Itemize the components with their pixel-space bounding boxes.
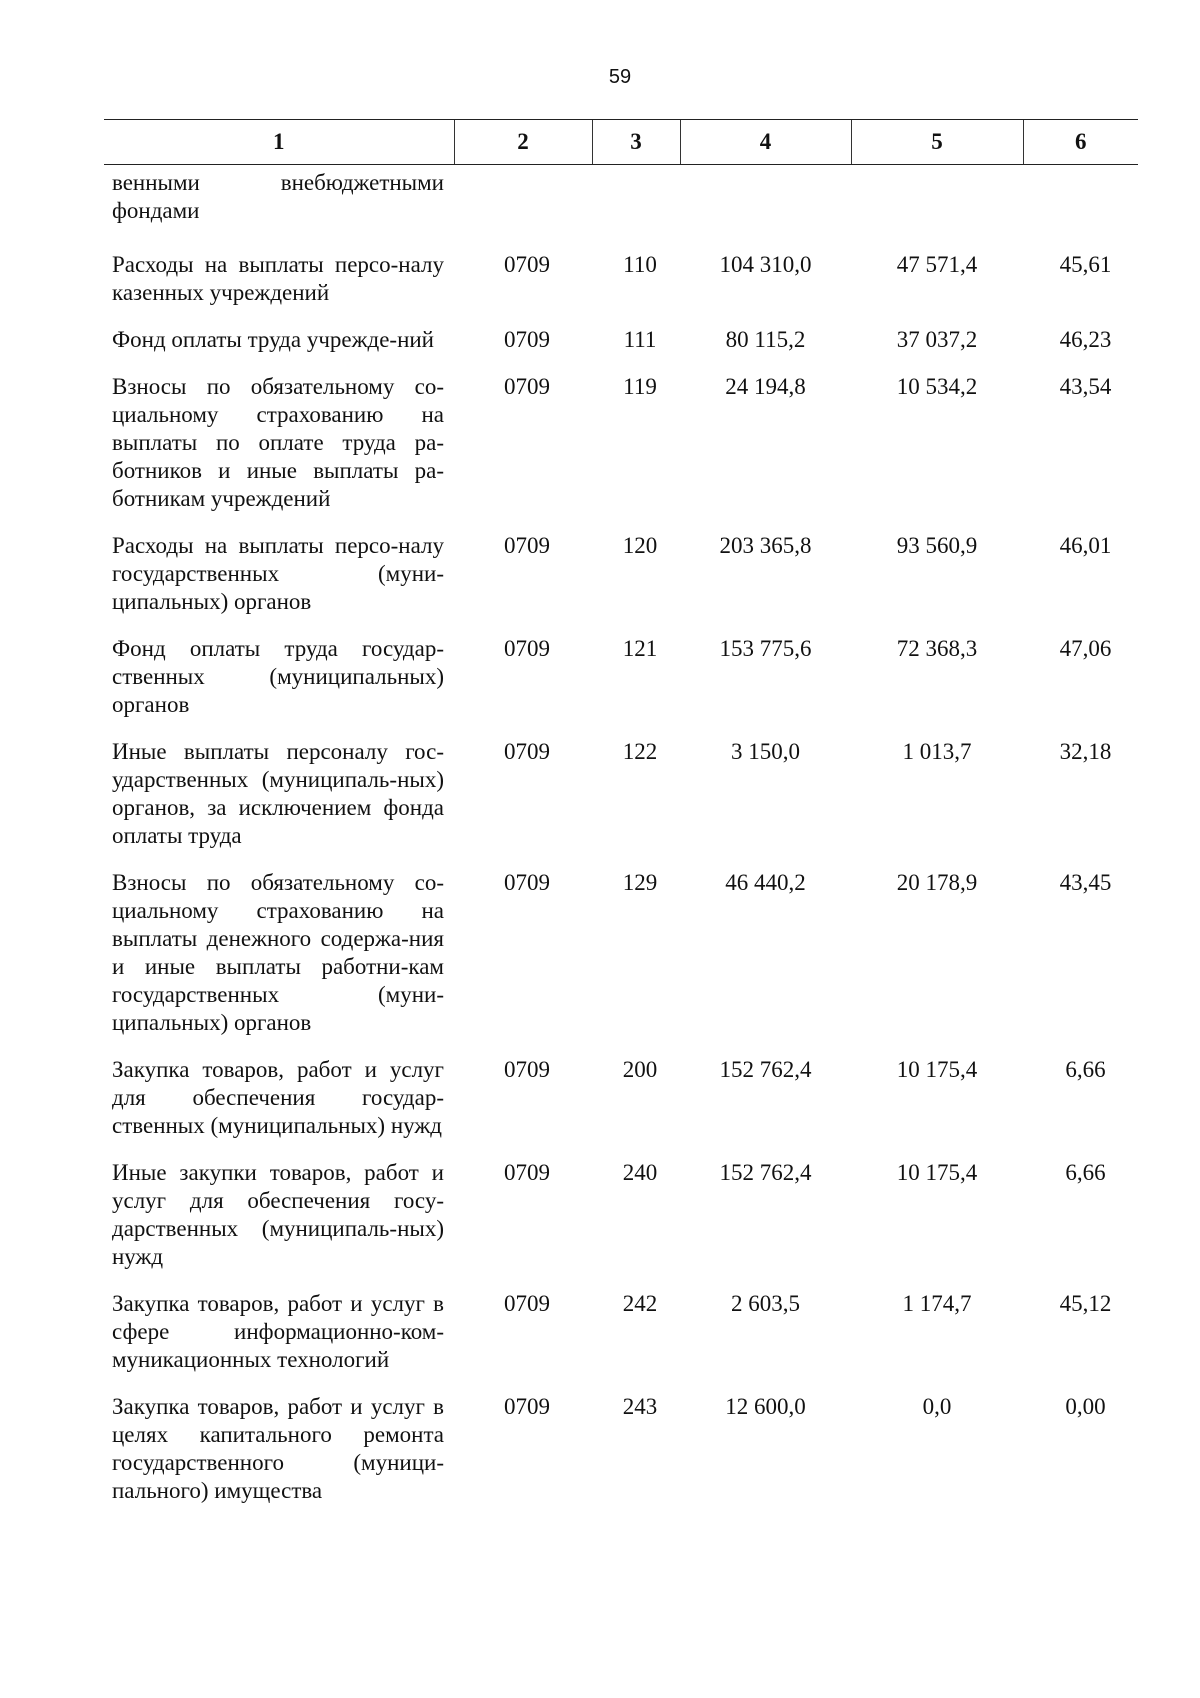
row-code: 243 [622, 1394, 658, 1419]
table-row [104, 1288, 1138, 1391]
row-fact: 10 175,4 [896, 1160, 978, 1185]
row-section: 0709 [504, 374, 550, 399]
row-percent: 32,18 [1059, 739, 1112, 764]
row-code: 122 [622, 739, 658, 764]
row-section: 0709 [504, 739, 550, 764]
row-fact: 1 174,7 [902, 1291, 972, 1316]
row-code: 111 [623, 327, 657, 352]
row-percent: 6,66 [1065, 1160, 1106, 1185]
row-plan: 3 150,0 [731, 739, 800, 764]
row-name: Иные закупки товаров, работ и услуг для обеспечения госу-дарственных (муниципаль-ных) нужд [112, 1160, 444, 1269]
row-percent: 43,45 [1059, 870, 1112, 895]
row-plan: 24 194,8 [725, 374, 806, 399]
row-percent: 46,01 [1059, 533, 1112, 558]
table-header [104, 120, 1138, 165]
table-row [104, 1391, 1138, 1522]
row-plan: 80 115,2 [725, 327, 806, 352]
row-section: 0709 [504, 1291, 550, 1316]
row-plan: 46 440,2 [725, 870, 806, 895]
table-row [104, 371, 1138, 530]
row-percent: 45,12 [1059, 1291, 1112, 1316]
header-col-2: 2 [454, 120, 592, 165]
row-name: Закупка товаров, работ и услуг в целях капитального ремонта государственного (муници-пального) имущества [112, 1394, 444, 1503]
row-section: 0709 [504, 533, 550, 558]
table-row [104, 867, 1138, 1054]
budget-table [104, 119, 1138, 1522]
continuation-text: венными внебюджетными фондами [112, 170, 444, 223]
row-plan: 153 775,6 [719, 636, 812, 661]
row-code: 129 [622, 870, 658, 895]
row-name: Расходы на выплаты персо-налу казенных учреждений [112, 252, 444, 305]
row-name: Иные выплаты персоналу гос-ударственных (муниципаль-ных) органов, за исключением фонда оплаты труда [112, 739, 444, 848]
row-fact: 37 037,2 [896, 327, 978, 352]
row-code: 119 [623, 374, 657, 399]
row-fact: 10 175,4 [896, 1057, 978, 1082]
table-row [104, 633, 1138, 736]
row-fact: 10 534,2 [896, 374, 978, 399]
row-section: 0709 [504, 1160, 550, 1185]
row-plan: 152 762,4 [719, 1057, 812, 1082]
row-code: 240 [622, 1160, 658, 1185]
row-plan: 2 603,5 [731, 1291, 800, 1316]
table-row [104, 530, 1138, 633]
row-section: 0709 [504, 1057, 550, 1082]
row-plan: 152 762,4 [719, 1160, 812, 1185]
row-plan: 12 600,0 [725, 1394, 806, 1419]
row-fact: 72 368,3 [896, 636, 978, 661]
row-code: 242 [622, 1291, 658, 1316]
row-name: Взносы по обязательному со-циальному страхованию на выплаты денежного содержа-ния и иные выплаты работни-кам государственных (муни-ципальных) органов [112, 870, 444, 1035]
row-fact: 20 178,9 [896, 870, 978, 895]
row-code: 121 [622, 636, 658, 661]
row-name: Расходы на выплаты персо-налу государственных (муни-ципальных) органов [112, 533, 444, 614]
row-percent: 47,06 [1059, 636, 1112, 661]
table-row [104, 736, 1138, 867]
row-percent: 6,66 [1065, 1057, 1106, 1082]
row-name: Фонд оплаты труда учрежде-ний [112, 327, 434, 352]
table-row [104, 1157, 1138, 1288]
row-percent: 46,23 [1059, 327, 1112, 352]
row-name: Взносы по обязательному со-циальному страхованию на выплаты по оплате труда ра-ботников и иные выплаты ра-ботникам учреждений [112, 374, 444, 511]
row-section: 0709 [504, 327, 550, 352]
row-code: 110 [623, 252, 657, 277]
header-row [104, 120, 1138, 165]
page-number: 59 [608, 66, 632, 88]
header-col-6: 6 [1023, 120, 1138, 165]
row-percent: 45,61 [1059, 252, 1112, 277]
row-plan: 104 310,0 [719, 252, 812, 277]
header-col-3: 3 [592, 120, 680, 165]
row-plan: 203 365,8 [719, 533, 812, 558]
row-section: 0709 [504, 636, 550, 661]
row-section: 0709 [504, 870, 550, 895]
header-col-4: 4 [680, 120, 851, 165]
row-code: 120 [622, 533, 658, 558]
header-col-5: 5 [851, 120, 1023, 165]
table-row [104, 249, 1138, 324]
row-section: 0709 [504, 252, 550, 277]
row-code: 200 [622, 1057, 658, 1082]
row-fact: 93 560,9 [896, 533, 978, 558]
row-fact: 0,0 [922, 1394, 952, 1419]
continuation-row [104, 165, 1138, 250]
row-name: Фонд оплаты труда государ-ственных (муниципальных) органов [112, 636, 444, 717]
table-row [104, 324, 1138, 371]
row-name: Закупка товаров, работ и услуг для обеспечения государ-ственных (муниципальных) нужд [112, 1057, 444, 1138]
row-fact: 1 013,7 [902, 739, 972, 764]
row-section: 0709 [504, 1394, 550, 1419]
header-col-1: 1 [104, 120, 454, 165]
row-percent: 43,54 [1059, 374, 1112, 399]
row-name: Закупка товаров, работ и услуг в сфере информационно-ком-муникационных технологий [112, 1291, 444, 1372]
row-percent: 0,00 [1065, 1394, 1106, 1419]
table-body [104, 165, 1138, 1523]
row-fact: 47 571,4 [896, 252, 978, 277]
table-row [104, 1054, 1138, 1157]
